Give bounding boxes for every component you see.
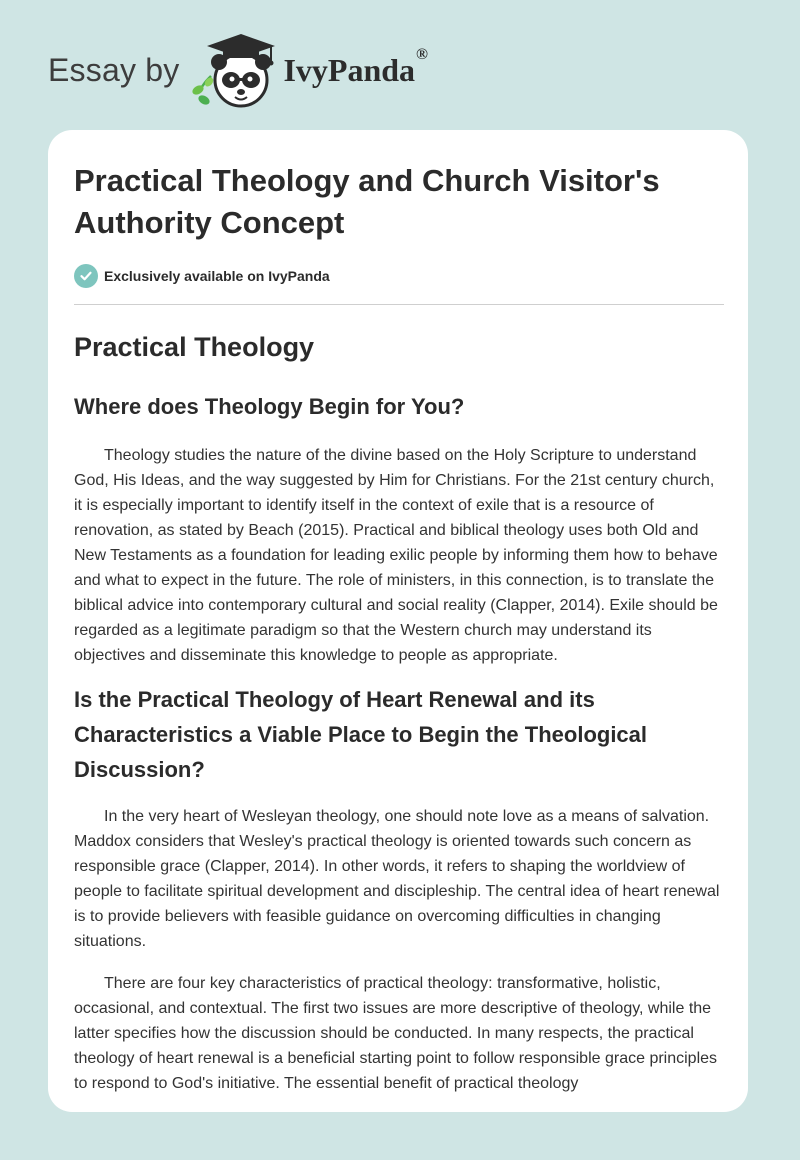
brand-name-text: IvyPanda: [283, 51, 416, 88]
document-title: Practical Theology and Church Visitor's Authority Concept: [74, 163, 660, 240]
subsection-2-paragraph-2: There are four key characteristics of practical theology: transformative, holistic, occasional, and contextual. The first two issues are more descriptive of theology, while the latter specifies how the discussion should be conducted. In many respects, the practical theology of heart renewal is a beneficial starting point to follow responsible grace principles to respond to God's initiative. The essential benefit of practical theology: [74, 975, 718, 1092]
exclusive-badge-text: Exclusively available on IvyPanda: [104, 268, 330, 284]
subsection-2-title: Is the Practical Theology of Heart Renewal and its Characteristics a Viable Place to Begin the Theological Discussion?: [74, 687, 648, 782]
document-card: [48, 130, 748, 1112]
exclusive-badge: [74, 262, 724, 290]
section-title: Practical Theology: [74, 332, 315, 362]
subsection-1-paragraph: Theology studies the nature of the divine based on the Holy Scripture to understand God, His Ideas, and the way suggested by Him for Christians. For the 21st century church, it is especially important to identify itself in the context of exile that is a resource of renovation, as stated by Beach (2015). Practical and biblical theology uses both Old and New Testaments as a foundation for leading exilic people by informing them how to behave and what to expect in the future. The role of ministers, in this connection, is to translate the biblical advice into contemporary cultural and social reality (Clapper, 2014). Exile should be regarded as a legitimate paradigm so that the Western church may understand its objectives and disseminate this knowledge to people as appropriate.: [74, 447, 718, 664]
registered-mark: ®: [416, 45, 428, 63]
check-circle-icon: [74, 264, 98, 288]
brand-prefix: Essay by: [48, 51, 180, 88]
title-divider: [74, 304, 724, 305]
brand-name[interactable]: [283, 45, 428, 89]
site-header: [48, 30, 508, 110]
document-content: [74, 160, 724, 1096]
subsection-2-paragraph-1: In the very heart of Wesleyan theology, one should note love as a means of salvation. Maddox considers that Wesley's practical theology is oriented towards such concern as responsible grace (Clapper, 2014). In other words, it refers to shaping the worldview of people to facilitate spiritual development and discipleship. The central idea of heart renewal is to provide believers with feasible guidance on overcoming difficulties in changing situations.: [74, 808, 720, 950]
panda-graduation-cap-icon[interactable]: [189, 30, 281, 110]
subsection-1-title: Where does Theology Begin for You?: [74, 394, 465, 419]
